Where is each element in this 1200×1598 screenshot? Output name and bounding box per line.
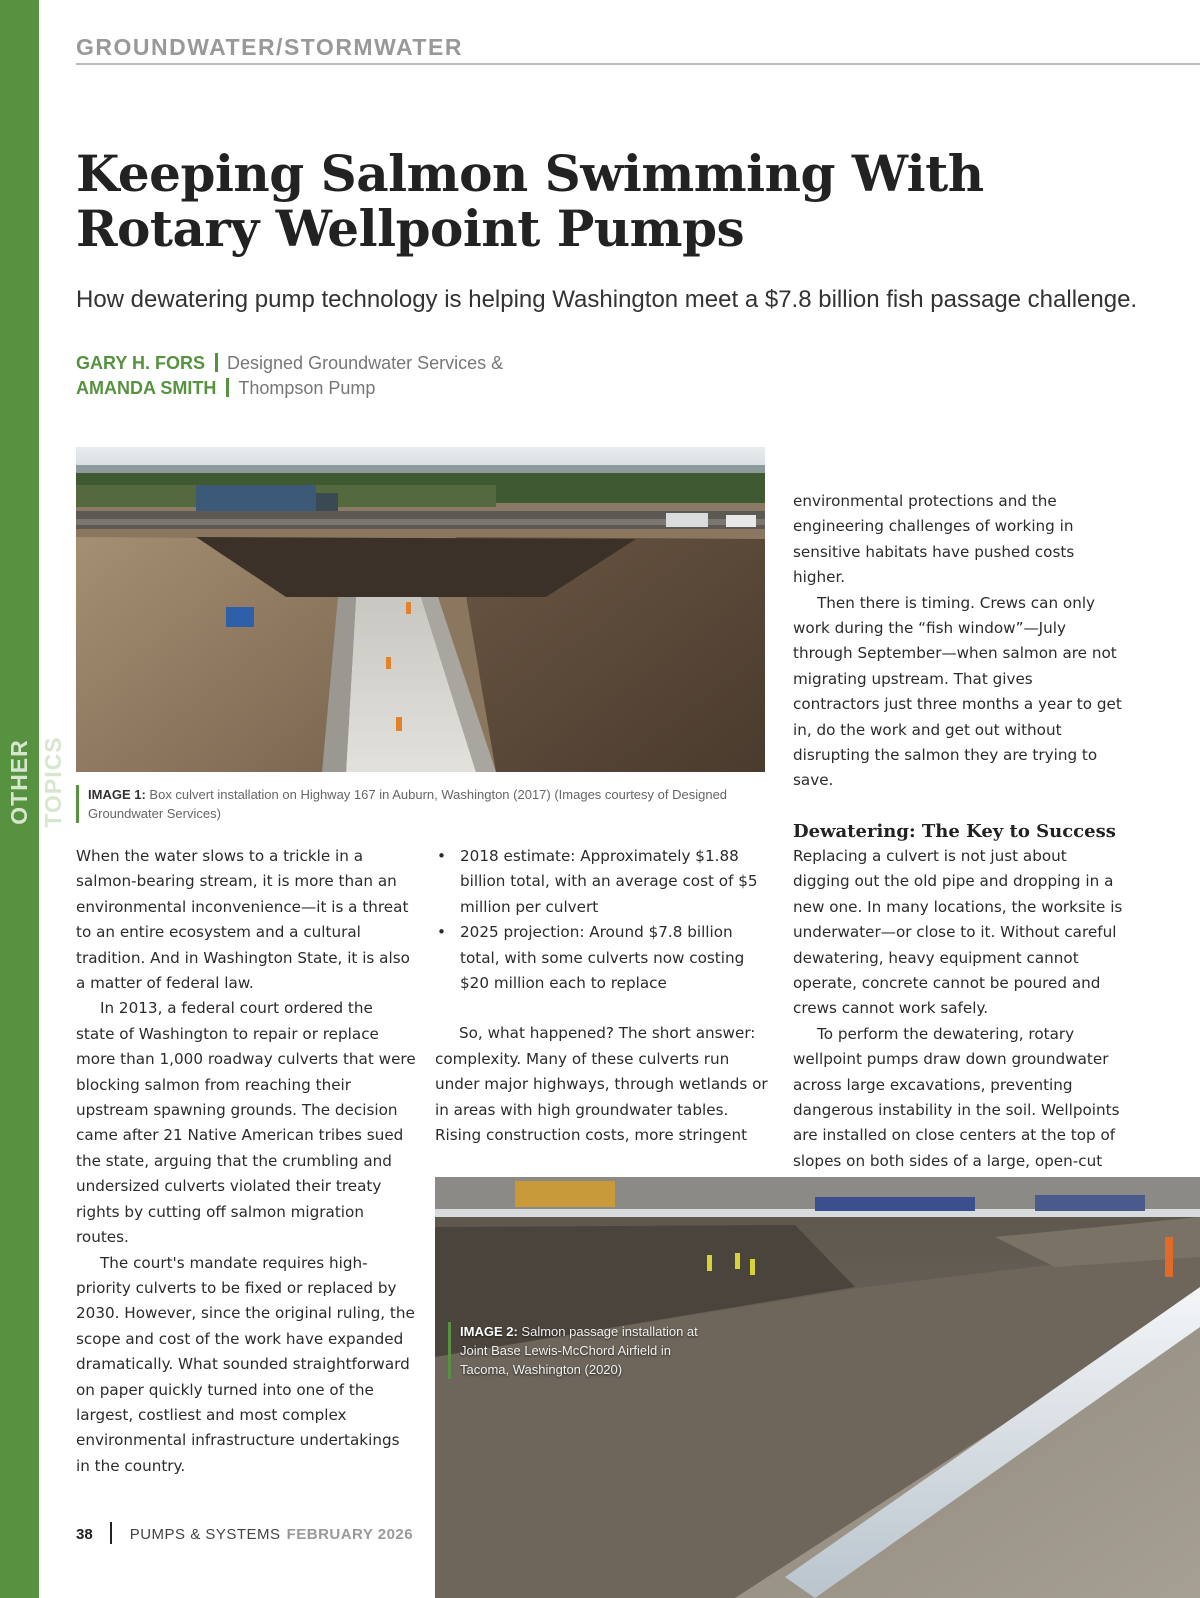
caption-label: IMAGE 1: bbox=[88, 787, 146, 802]
sidebar-label: OTHER TOPICS bbox=[6, 736, 66, 828]
author-name: AMANDA SMITH bbox=[76, 378, 217, 398]
caption-text: Salmon passage installation at Joint Base Lewis-McChord Airfield in Tacoma, Washington (2020) bbox=[460, 1324, 698, 1377]
byline-author-2 bbox=[76, 378, 375, 399]
paragraph: When the water slows to a trickle in a salmon-bearing stream, it is more than an environmental inconvenience—it is a threat to an entire ecosystem and a cultural tradition. And in Washington State, it is also a matter of federal law. bbox=[76, 847, 410, 993]
paragraph: environmental protections and the engineering challenges of working in sensitive habitats have pushed costs higher. bbox=[793, 492, 1075, 587]
page-footer bbox=[76, 1522, 413, 1544]
paragraph: Then there is timing. Crews can only work during the “fish window”—July through September—when salmon are not migrating upstream. That gives contractors just three months a year to get in, do the work and get out without disrupting the salmon they are trying to save. bbox=[793, 593, 1122, 790]
sidebar-band bbox=[0, 0, 66, 1598]
caption-text: Box culvert installation on Highway 167 in Auburn, Washington (2017) (Images courtesy of Designed Groundwater Services) bbox=[88, 787, 728, 821]
list-item: • 2025 projection: Around $7.8 billion total, with some culverts now costing $20 million each to replace bbox=[435, 920, 773, 996]
paragraph: Replacing a culvert is not just about digging out the old pipe and dropping in a new one. In many locations, the worksite is underwater—or close to it. Without careful dewatering, heavy equipment cannot operate, concrete cannot be poured and crews cannot work safely. bbox=[793, 846, 1123, 1018]
magazine-name: PUMPS & SYSTEMS bbox=[129, 1526, 281, 1543]
cost-list bbox=[435, 844, 773, 996]
author-affiliation: Designed Groundwater Services & bbox=[227, 353, 504, 373]
author-affiliation: Thompson Pump bbox=[238, 378, 376, 398]
byline-divider bbox=[226, 378, 229, 397]
image-2-caption bbox=[448, 1322, 720, 1379]
section-label: GROUNDWATER/STORMWATER bbox=[76, 34, 463, 60]
section-divider bbox=[76, 63, 1200, 65]
byline-author-1 bbox=[76, 353, 503, 374]
section-subhead: Dewatering: The Key to Success bbox=[793, 820, 1116, 842]
salmon-passage-photo bbox=[435, 1177, 1200, 1598]
article-deck: How dewatering pump technology is helping Washington meet a $7.8 billion fish passage challenge. bbox=[76, 286, 1138, 313]
author-name: GARY H. FORS bbox=[76, 353, 206, 373]
paragraph: To perform the dewatering, rotary wellpoint pumps draw down groundwater across large excavations, preventing dangerous instability in the soil. Wellpoints are installed on close centers at the top of slopes on both sides of a large, open-cut bbox=[793, 1024, 1120, 1170]
body-column-1 bbox=[76, 844, 416, 1479]
byline-divider bbox=[215, 353, 218, 372]
body-column-3 bbox=[793, 489, 1123, 1200]
caption-label: IMAGE 2: bbox=[460, 1324, 518, 1339]
article-title: Keeping Salmon Swimming With Rotary Wellpoint Pumps bbox=[76, 144, 984, 258]
paragraph: So, what happened? The short answer: complexity. Many of these culverts run under major highways, through wetlands or in areas with high groundwater tables. Rising construction costs, more stringent bbox=[435, 1024, 768, 1145]
footer-divider bbox=[110, 1522, 112, 1544]
paragraph: In 2013, a federal court ordered the state of Washington to repair or replace more than 1,000 roadway culverts that were blocking salmon from reaching their upstream spawning grounds. The decision came after 21 Native American tribes sued the state, arguing that the crumbling and undersized culverts violated their treaty rights by cutting off salmon migration routes. bbox=[76, 999, 416, 1247]
body-column-2 bbox=[435, 844, 773, 1148]
image-1-caption bbox=[76, 785, 768, 823]
page-number: 38 bbox=[76, 1526, 93, 1543]
issue-date: FEBRUARY 2026 bbox=[286, 1526, 414, 1543]
list-item: • 2018 estimate: Approximately $1.88 billion total, with an average cost of $5 million per culvert bbox=[435, 844, 773, 920]
culvert-photo bbox=[76, 447, 765, 772]
paragraph: The court's mandate requires high-priority culverts to be fixed or replaced by 2030. However, since the original ruling, the scope and cost of the work have expanded dramatically. What sounded straightforward on paper quickly turned into one of the largest, costliest and most complex environmental infrastructure undertakings in the country. bbox=[76, 1253, 415, 1475]
